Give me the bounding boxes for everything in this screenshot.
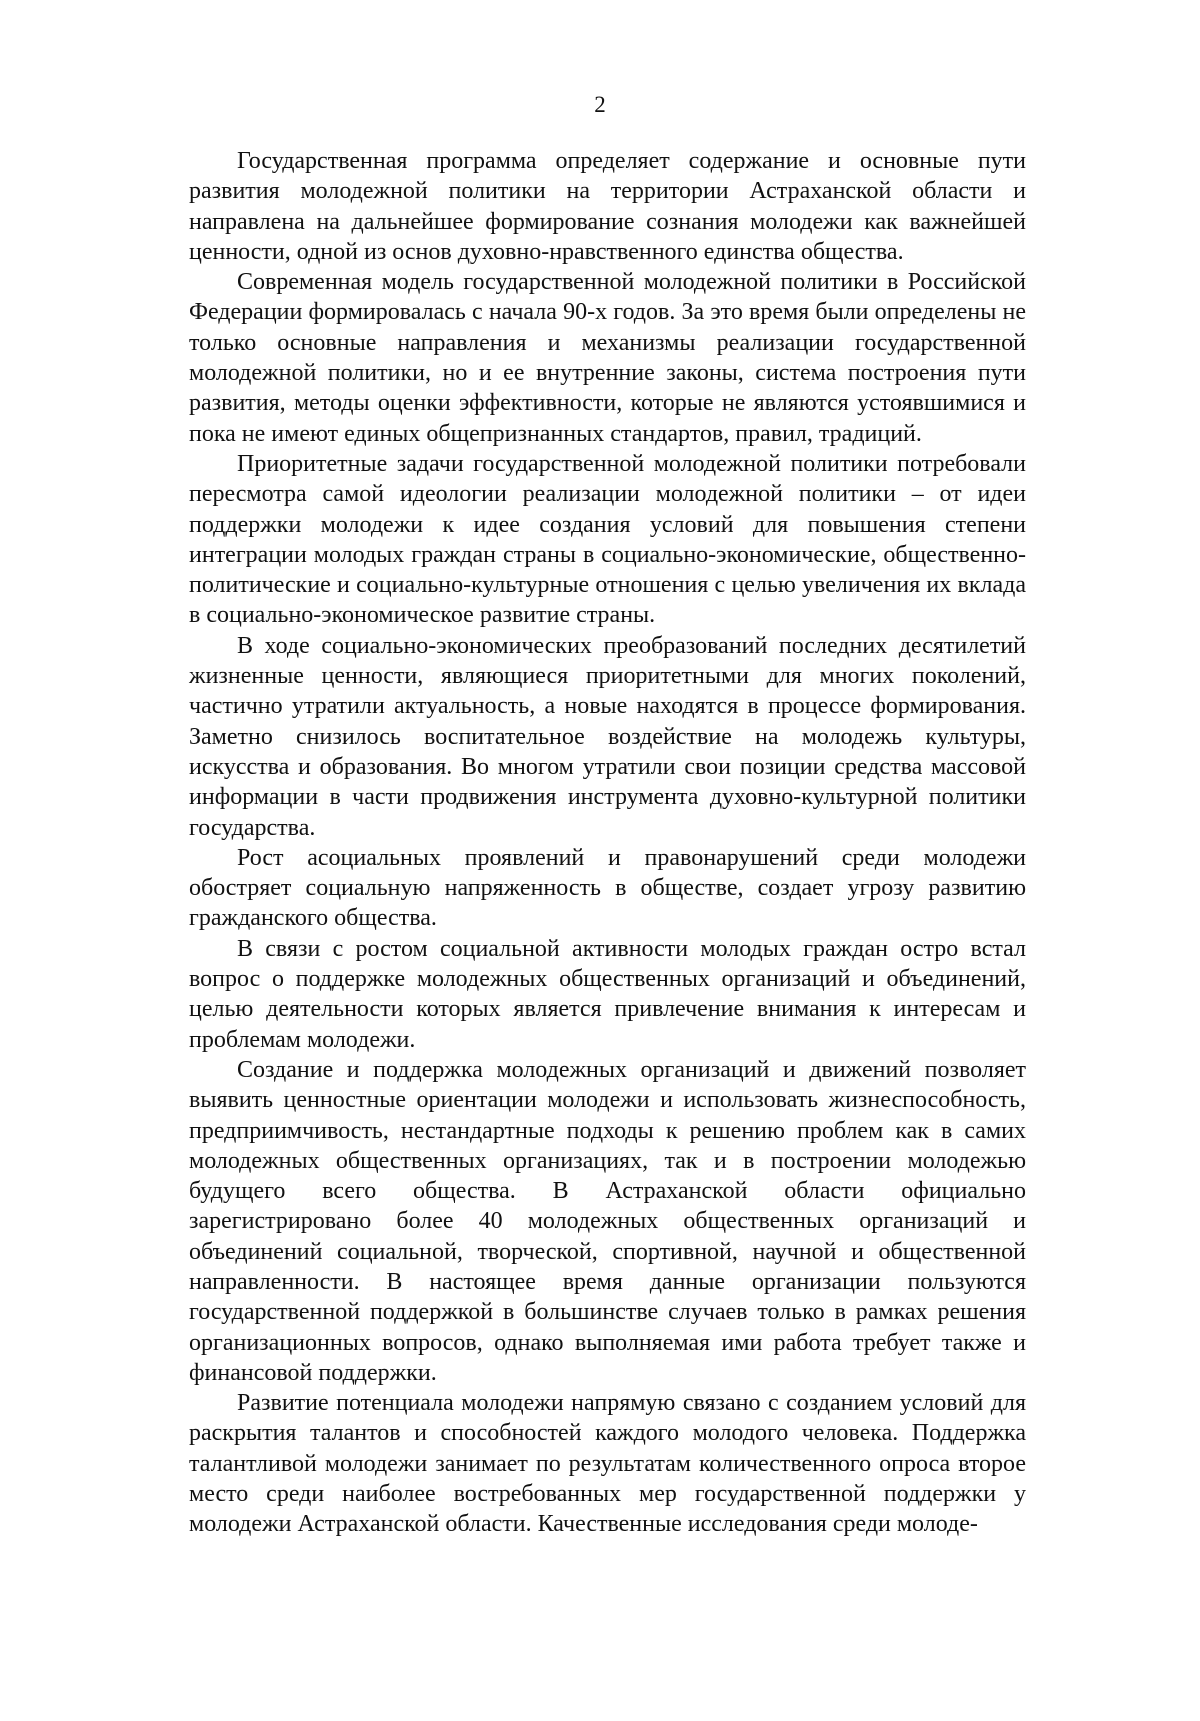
paragraph: Приоритетные задачи государственной молодежной политики потребовали пересмотра самой идеологии реализации молодежной политики – от идеи поддержки молодежи к идее создания условий для повышения степени интеграции молодых граждан страны в социально-экономические, общественно-политические и социально-культурные отношения с целью увеличения их вклада в социально-экономическое развитие страны.	[189, 450, 1026, 629]
paragraph: Рост асоциальных проявлений и правонарушений среди молодежи обостряет социальную напряженность в обществе, создает угрозу развитию гражданского общества.	[189, 844, 1026, 932]
paragraph: Государственная программа определяет содержание и основные пути развития молодежной политики на территории Астраханской области и направлена на дальнейшее формирование сознания молодежи как важнейшей ценности, одной из основ духовно-нравственного единства общества.	[189, 148, 1026, 265]
paragraph: Развитие потенциала молодежи напрямую связано с созданием условий для раскрытия талантов и способностей каждого молодого человека. Поддержка талантливой молодежи занимает по результатам количественного опроса второе место среди наиболее востребованных мер государственной поддержки у молодежи Астраханской области. Качественные исследования среди молоде-	[189, 1390, 1026, 1538]
paragraph: В ходе социально-экономических преобразований последних десятилетий жизненные ценности, являющиеся приоритетными для многих поколений, частично утратили актуальность, а новые находятся в процессе формирования. Заметно снизилось воспитательное воздействие на молодежь культуры, искусства и образования. Во многом утратили свои позиции средства массовой информации в части продвижения инструмента духовно-культурной политики государства.	[189, 632, 1026, 841]
document-body	[189, 146, 1026, 1540]
paragraph: В связи с ростом социальной активности молодых граждан остро встал вопрос о поддержке молодежных общественных организаций и объединений, целью деятельности которых является привлечение внимания к интересам и проблемам молодежи.	[189, 935, 1026, 1053]
page-number: 2	[594, 92, 606, 117]
paragraph: Создание и поддержка молодежных организаций и движений позволяет выявить ценностные ориентации молодежи и использовать жизнеспособность, предприимчивость, нестандартные подходы к решению проблем как в самих молодежных общественных организациях, так и в построении молодежью будущего всего общества. В Астраханской области официально зарегистрировано более 40 молодежных общественных организаций и объединений социальной, творческой, спортивной, научной и общественной направленности. В настоящее время данные организации пользуются государственной поддержкой в большинстве случаев только в рамках решения организационных вопросов, однако выполняемая ими работа требует также и финансовой поддержки.	[189, 1056, 1026, 1386]
paragraph: Современная модель государственной молодежной политики в Российской Федерации формировалась с начала 90-х годов. За это время были определены не только основные направления и механизмы реализации государственной молодежной политики, но и ее внутренние законы, система построения пути развития, методы оценки эффективности, которые не являются устоявшимися и пока не имеют единых общепризнанных стандартов, правил, традиций.	[189, 269, 1026, 447]
